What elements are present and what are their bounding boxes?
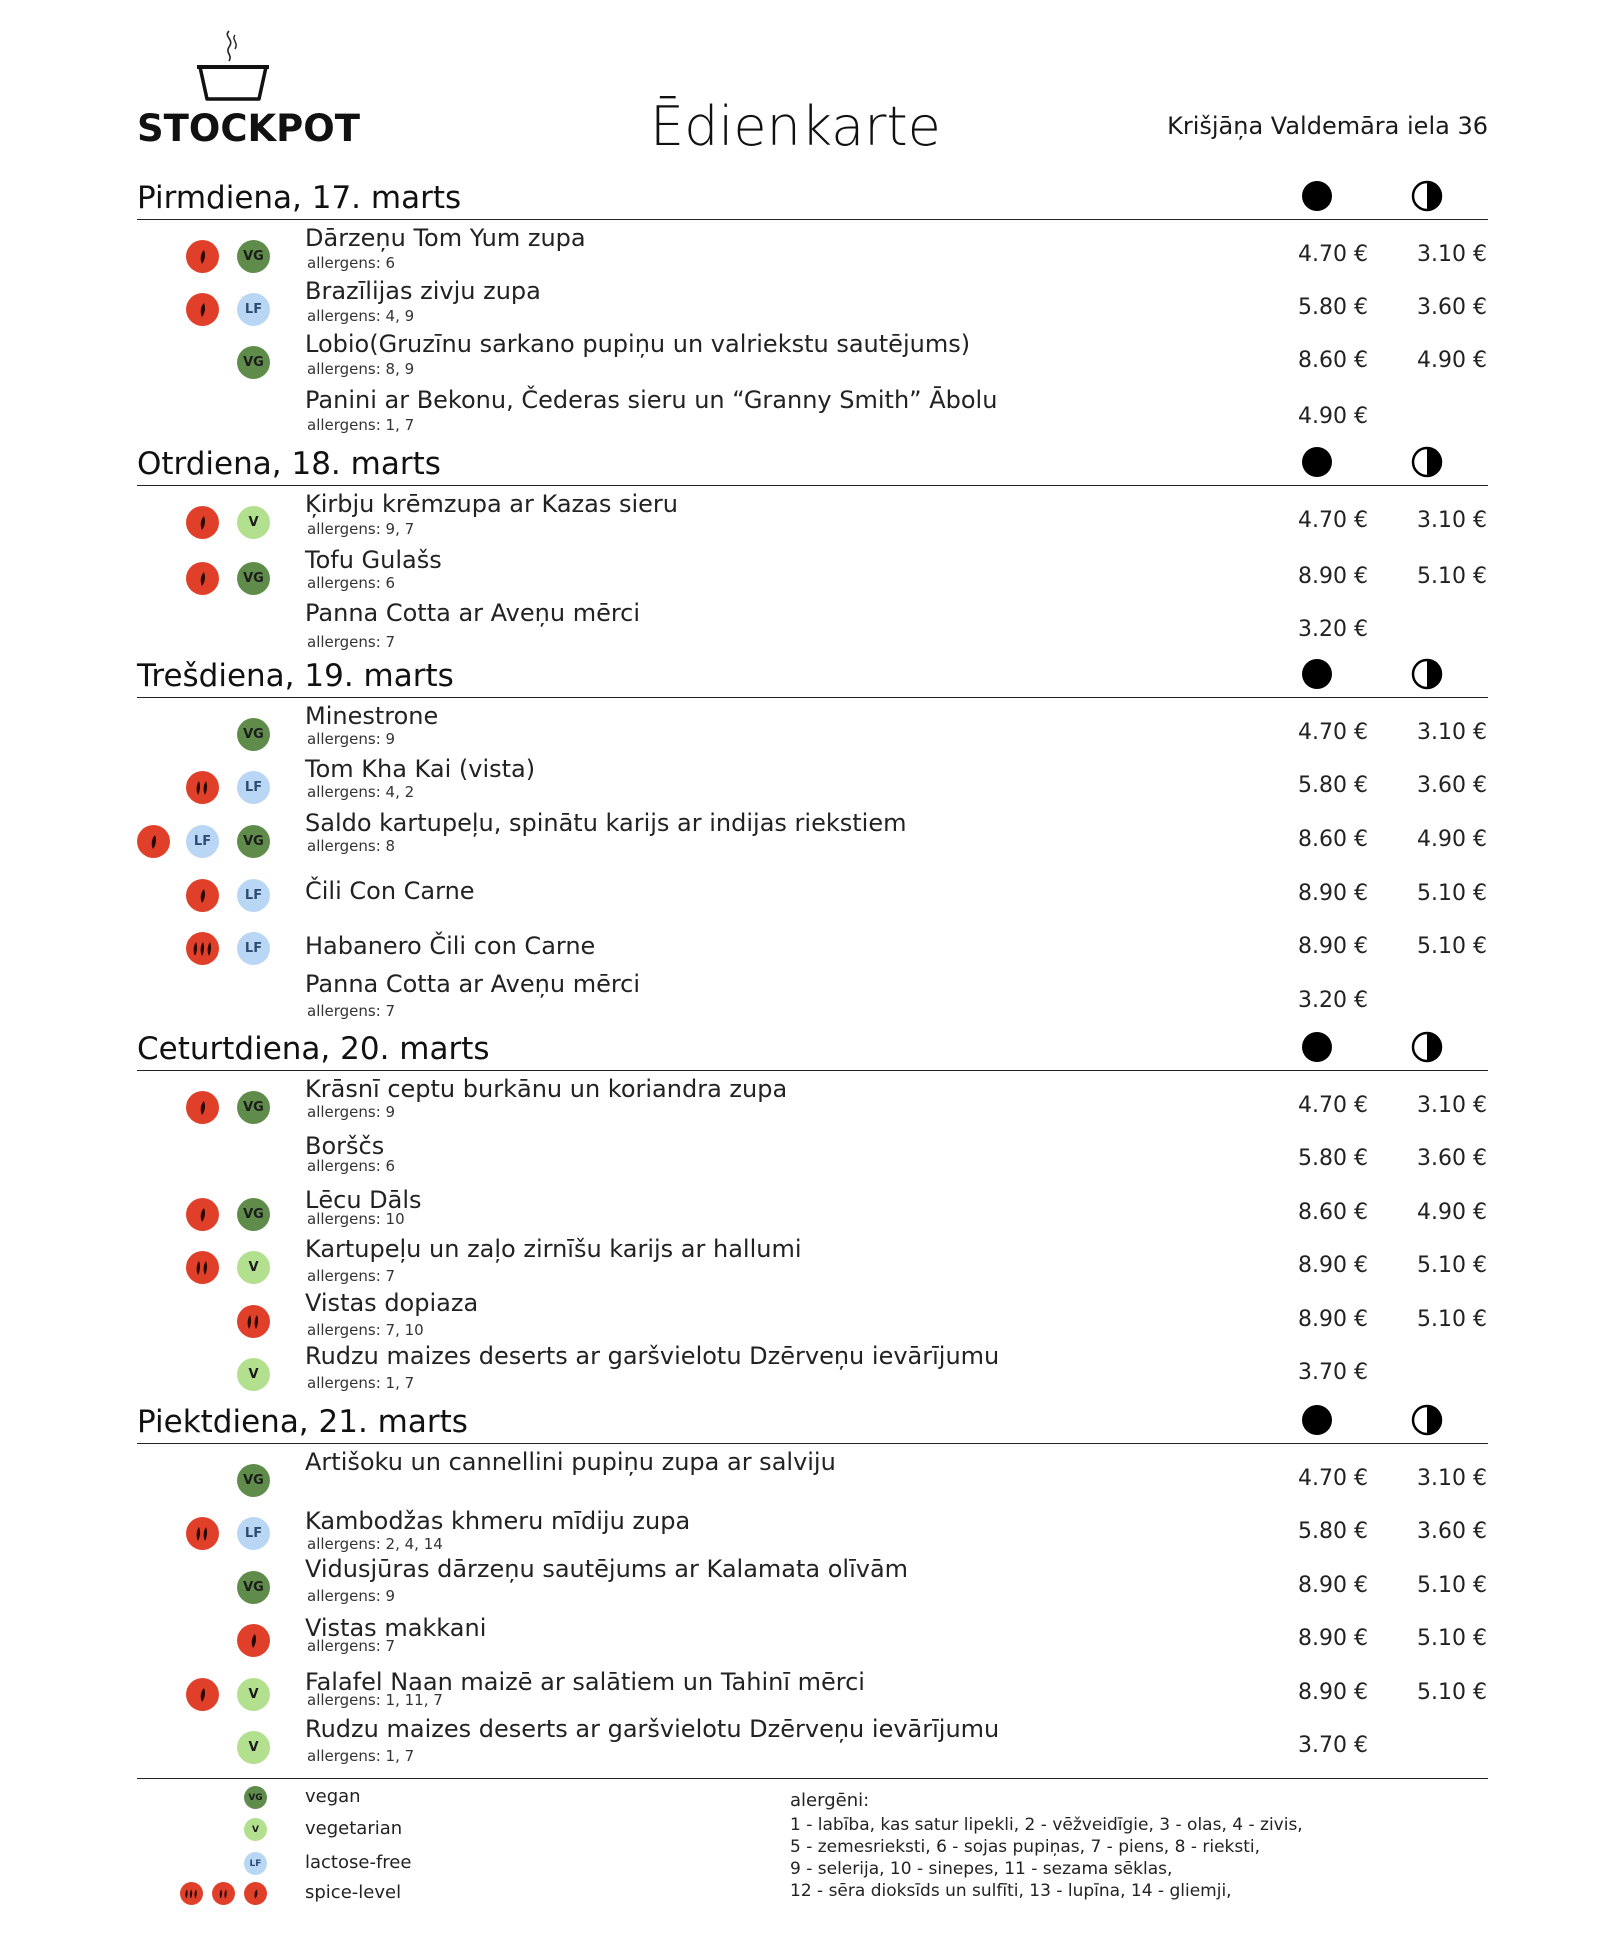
price-half: 3.10 € bbox=[1417, 1466, 1487, 1491]
item-name: Rudzu maizes deserts ar garšvielotu Dzērveņu ievārījumu bbox=[305, 1342, 1000, 1370]
item-name: Krāsnī ceptu burkānu un koriandra zupa bbox=[305, 1075, 788, 1103]
item-allergens: allergens: 7, 10 bbox=[307, 1321, 424, 1339]
item-name: Kambodžas khmeru mīdiju zupa bbox=[305, 1507, 691, 1535]
price-full: 4.90 € bbox=[1298, 404, 1368, 429]
legend-label: spice-level bbox=[305, 1882, 402, 1903]
price-full: 4.70 € bbox=[1298, 1466, 1368, 1491]
price-full: 3.70 € bbox=[1298, 1733, 1368, 1758]
brand-name: STOCKPOT bbox=[137, 107, 360, 150]
item-name: Brazīlijas zivju zupa bbox=[305, 277, 541, 305]
spice-level-1-icon bbox=[137, 825, 170, 858]
legend-spice bbox=[0, 1882, 700, 1912]
price-full: 8.90 € bbox=[1298, 1626, 1368, 1651]
item-name: Vistas dopiaza bbox=[305, 1289, 479, 1317]
price-full: 8.60 € bbox=[1298, 1200, 1368, 1225]
half-portion-icon bbox=[1411, 180, 1443, 212]
menu-item bbox=[0, 1666, 1600, 1716]
full-portion-icon bbox=[1301, 1404, 1333, 1436]
full-portion-icon bbox=[1301, 446, 1333, 478]
menu-item bbox=[0, 224, 1600, 278]
item-allergens: allergens: 4, 9 bbox=[307, 307, 415, 325]
item-name: Lobio(Gruzīnu sarkano pupiņu un valriekstu sautējums) bbox=[305, 330, 971, 358]
menu-item bbox=[0, 599, 1600, 653]
spice-level-2-icon bbox=[186, 1517, 219, 1550]
vegan-badge: VG bbox=[237, 562, 270, 595]
price-half: 4.90 € bbox=[1417, 348, 1487, 373]
item-allergens: allergens: 9 bbox=[307, 1103, 396, 1121]
allergen-key-line: 9 - selerija, 10 - sinepes, 11 - sezama sēklas, bbox=[790, 1859, 1173, 1879]
item-name: Artišoku un cannellini pupiņu zupa ar salviju bbox=[305, 1448, 836, 1476]
menu-item bbox=[0, 277, 1600, 331]
divider bbox=[137, 219, 1488, 220]
price-half: 5.10 € bbox=[1417, 564, 1487, 589]
price-half: 3.60 € bbox=[1417, 1146, 1487, 1171]
menu-item bbox=[0, 702, 1600, 756]
spice-level-1-icon bbox=[186, 879, 219, 912]
spice-level-1-icon bbox=[186, 240, 219, 273]
spice-level-3-icon bbox=[180, 1882, 203, 1905]
price-half: 3.60 € bbox=[1417, 1519, 1487, 1544]
legend-vegetarian bbox=[0, 1818, 700, 1848]
price-half: 5.10 € bbox=[1417, 934, 1487, 959]
page-title: Ēdienkarte bbox=[650, 95, 941, 158]
vegan-badge: VG bbox=[237, 1091, 270, 1124]
half-portion-icon bbox=[1411, 446, 1443, 478]
spice-level-1-icon bbox=[186, 506, 219, 539]
half-portion-icon bbox=[1411, 658, 1443, 690]
divider bbox=[137, 1778, 1488, 1779]
menu-item bbox=[0, 1235, 1600, 1289]
lactose-free-badge: LF bbox=[237, 293, 270, 326]
legend-label: lactose-free bbox=[305, 1852, 412, 1873]
item-allergens: allergens: 6 bbox=[307, 254, 396, 272]
spice-level-2-icon bbox=[212, 1882, 235, 1905]
vegan-badge: VG bbox=[237, 718, 270, 751]
price-full: 4.70 € bbox=[1298, 242, 1368, 267]
item-allergens: allergens: 9 bbox=[307, 1587, 396, 1605]
item-allergens: allergens: 1, 7 bbox=[307, 416, 415, 434]
divider bbox=[137, 697, 1488, 698]
vegetarian-badge: V bbox=[237, 1358, 270, 1391]
item-allergens: allergens: 7 bbox=[307, 1637, 396, 1655]
item-allergens: allergens: 1, 11, 7 bbox=[307, 1691, 443, 1709]
item-name: Kartupeļu un zaļo zirnīšu karijs ar hallumi bbox=[305, 1235, 802, 1263]
spice-level-1-icon bbox=[186, 1678, 219, 1711]
menu-item bbox=[0, 920, 1600, 970]
item-name: Falafel Naan maizē ar salātiem un Tahinī mērci bbox=[305, 1668, 865, 1696]
item-name: Tom Kha Kai (vista) bbox=[305, 755, 536, 783]
menu-item bbox=[0, 1132, 1600, 1182]
item-allergens: allergens: 7 bbox=[307, 1267, 396, 1285]
item-allergens: allergens: 9 bbox=[307, 730, 396, 748]
item-allergens: allergens: 1, 7 bbox=[307, 1374, 415, 1392]
menu-item bbox=[0, 490, 1600, 544]
allergen-key-line: 12 - sēra dioksīds un sulfīti, 13 - lupīna, 14 - gliemji, bbox=[790, 1881, 1232, 1901]
price-full: 8.90 € bbox=[1298, 881, 1368, 906]
day-title: Trešdiena, 19. marts bbox=[137, 658, 454, 694]
price-full: 4.70 € bbox=[1298, 508, 1368, 533]
half-portion-icon bbox=[1411, 1404, 1443, 1436]
price-full: 3.70 € bbox=[1298, 1360, 1368, 1385]
menu-item bbox=[0, 386, 1600, 440]
spice-level-1-icon bbox=[237, 1624, 270, 1657]
lactose-free-badge: LF bbox=[237, 932, 270, 965]
item-name: Lēcu Dāls bbox=[305, 1186, 422, 1214]
item-name: Dārzeņu Tom Yum zupa bbox=[305, 224, 586, 252]
menu-item bbox=[0, 970, 1600, 1024]
item-name: Tofu Gulašs bbox=[305, 546, 442, 574]
spice-level-3-icon bbox=[186, 932, 219, 965]
vegan-badge: VG bbox=[237, 1571, 270, 1604]
vegetarian-badge: V bbox=[237, 1251, 270, 1284]
half-portion-icon bbox=[1411, 1031, 1443, 1063]
vegan-badge: VG bbox=[237, 1198, 270, 1231]
item-allergens: allergens: 10 bbox=[307, 1210, 405, 1228]
vegan-badge: VG bbox=[244, 1786, 267, 1809]
day-title: Ceturtdiena, 20. marts bbox=[137, 1031, 490, 1067]
spice-level-1-icon bbox=[186, 1091, 219, 1124]
item-allergens: allergens: 2, 4, 14 bbox=[307, 1535, 443, 1553]
stockpot-logo bbox=[137, 25, 360, 150]
day-title: Piektdiena, 21. marts bbox=[137, 1404, 468, 1440]
item-allergens: allergens: 4, 2 bbox=[307, 783, 415, 801]
menu-item bbox=[0, 1555, 1600, 1609]
price-half: 4.90 € bbox=[1417, 1200, 1487, 1225]
address: Krišjāņa Valdemāra iela 36 bbox=[1167, 112, 1488, 140]
divider bbox=[137, 485, 1488, 486]
price-full: 8.90 € bbox=[1298, 1307, 1368, 1332]
price-full: 8.90 € bbox=[1298, 1253, 1368, 1278]
item-name: Panna Cotta ar Aveņu mērci bbox=[305, 970, 641, 998]
price-half: 3.10 € bbox=[1417, 242, 1487, 267]
spice-level-1-icon bbox=[186, 562, 219, 595]
full-portion-icon bbox=[1301, 1031, 1333, 1063]
menu-item bbox=[0, 809, 1600, 863]
price-full: 5.80 € bbox=[1298, 295, 1368, 320]
vegan-badge: VG bbox=[237, 240, 270, 273]
divider bbox=[137, 1443, 1488, 1444]
lactose-free-badge: LF bbox=[244, 1852, 267, 1875]
price-half: 3.10 € bbox=[1417, 1093, 1487, 1118]
item-name: Čili Con Carne bbox=[305, 877, 475, 905]
item-name: Vidusjūras dārzeņu sautējums ar Kalamata olīvām bbox=[305, 1555, 909, 1583]
item-allergens: allergens: 6 bbox=[307, 1157, 396, 1175]
price-half: 5.10 € bbox=[1417, 881, 1487, 906]
price-half: 3.60 € bbox=[1417, 773, 1487, 798]
item-name: Vistas makkani bbox=[305, 1614, 487, 1642]
price-full: 8.90 € bbox=[1298, 1680, 1368, 1705]
price-full: 3.20 € bbox=[1298, 988, 1368, 1013]
price-full: 5.80 € bbox=[1298, 1519, 1368, 1544]
price-full: 8.90 € bbox=[1298, 1573, 1368, 1598]
price-full: 5.80 € bbox=[1298, 773, 1368, 798]
menu-item bbox=[0, 1186, 1600, 1236]
allergen-key-line: 5 - zemesrieksti, 6 - sojas pupiņas, 7 - piens, 8 - rieksti, bbox=[790, 1837, 1261, 1857]
allergen-key-line: 1 - labība, kas satur lipekli, 2 - vēžveidīgie, 3 - olas, 4 - zivis, bbox=[790, 1815, 1303, 1835]
menu-item bbox=[0, 1448, 1600, 1502]
spice-level-2-icon bbox=[186, 1251, 219, 1284]
item-allergens: allergens: 7 bbox=[307, 1002, 396, 1020]
day-title: Pirmdiena, 17. marts bbox=[137, 180, 462, 216]
item-name: Ķirbju krēmzupa ar Kazas sieru bbox=[305, 490, 678, 518]
divider bbox=[137, 1070, 1488, 1071]
full-portion-icon bbox=[1301, 658, 1333, 690]
menu-item bbox=[0, 1075, 1600, 1129]
full-portion-icon bbox=[1301, 180, 1333, 212]
price-full: 8.60 € bbox=[1298, 348, 1368, 373]
price-half: 3.60 € bbox=[1417, 295, 1487, 320]
item-name: Borščs bbox=[305, 1132, 385, 1160]
price-half: 3.10 € bbox=[1417, 508, 1487, 533]
legend-label: vegetarian bbox=[305, 1818, 403, 1839]
menu-item bbox=[0, 755, 1600, 809]
vegetarian-badge: V bbox=[237, 1731, 270, 1764]
price-full: 8.60 € bbox=[1298, 827, 1368, 852]
vegetarian-badge: V bbox=[244, 1818, 267, 1841]
menu-item bbox=[0, 1715, 1600, 1769]
price-half: 4.90 € bbox=[1417, 827, 1487, 852]
lactose-free-badge: LF bbox=[237, 879, 270, 912]
price-half: 3.10 € bbox=[1417, 720, 1487, 745]
item-name: Rudzu maizes deserts ar garšvielotu Dzērveņu ievārījumu bbox=[305, 1715, 1000, 1743]
vegan-badge: VG bbox=[237, 1464, 270, 1497]
item-name: Panna Cotta ar Aveņu mērci bbox=[305, 599, 641, 627]
item-allergens: allergens: 7 bbox=[307, 633, 396, 651]
item-allergens: allergens: 6 bbox=[307, 574, 396, 592]
spice-level-1-icon bbox=[186, 293, 219, 326]
menu-item bbox=[0, 1289, 1600, 1343]
item-name: Saldo kartupeļu, spinātu karijs ar indijas riekstiem bbox=[305, 809, 907, 837]
item-allergens: allergens: 8 bbox=[307, 837, 396, 855]
price-full: 8.90 € bbox=[1298, 564, 1368, 589]
price-half: 5.10 € bbox=[1417, 1253, 1487, 1278]
lactose-free-badge: LF bbox=[237, 771, 270, 804]
lactose-free-badge: LF bbox=[186, 825, 219, 858]
menu-item bbox=[0, 1505, 1600, 1555]
item-name: Habanero Čili con Carne bbox=[305, 932, 596, 960]
vegetarian-badge: V bbox=[237, 506, 270, 539]
price-half: 5.10 € bbox=[1417, 1680, 1487, 1705]
menu-item bbox=[0, 546, 1600, 600]
item-name: Panini ar Bekonu, Čederas sieru un “Granny Smith” Ābolu bbox=[305, 386, 998, 414]
price-half: 5.10 € bbox=[1417, 1573, 1487, 1598]
price-full: 3.20 € bbox=[1298, 617, 1368, 642]
vegan-badge: VG bbox=[237, 825, 270, 858]
vegetarian-badge: V bbox=[237, 1678, 270, 1711]
price-half: 5.10 € bbox=[1417, 1307, 1487, 1332]
price-full: 8.90 € bbox=[1298, 934, 1368, 959]
day-title: Otrdiena, 18. marts bbox=[137, 446, 441, 482]
item-name: Minestrone bbox=[305, 702, 439, 730]
spice-level-2-icon bbox=[237, 1305, 270, 1338]
item-allergens: allergens: 8, 9 bbox=[307, 360, 415, 378]
item-allergens: allergens: 1, 7 bbox=[307, 1747, 415, 1765]
vegan-badge: VG bbox=[237, 346, 270, 379]
spice-level-1-icon bbox=[186, 1198, 219, 1231]
price-full: 4.70 € bbox=[1298, 1093, 1368, 1118]
menu-item bbox=[0, 1612, 1600, 1662]
menu-item bbox=[0, 1342, 1600, 1396]
price-full: 4.70 € bbox=[1298, 720, 1368, 745]
legend-vegan bbox=[0, 1786, 700, 1816]
pot-icon bbox=[195, 25, 275, 105]
legend-lactose-free bbox=[0, 1852, 700, 1882]
spice-level-1-icon bbox=[244, 1882, 267, 1905]
legend-label: vegan bbox=[305, 1786, 361, 1807]
menu-item bbox=[0, 330, 1600, 384]
price-half: 5.10 € bbox=[1417, 1626, 1487, 1651]
menu-item bbox=[0, 867, 1600, 917]
item-allergens: allergens: 9, 7 bbox=[307, 520, 415, 538]
lactose-free-badge: LF bbox=[237, 1517, 270, 1550]
price-full: 5.80 € bbox=[1298, 1146, 1368, 1171]
spice-level-2-icon bbox=[186, 771, 219, 804]
allergen-key-title: alergēni: bbox=[790, 1790, 870, 1811]
